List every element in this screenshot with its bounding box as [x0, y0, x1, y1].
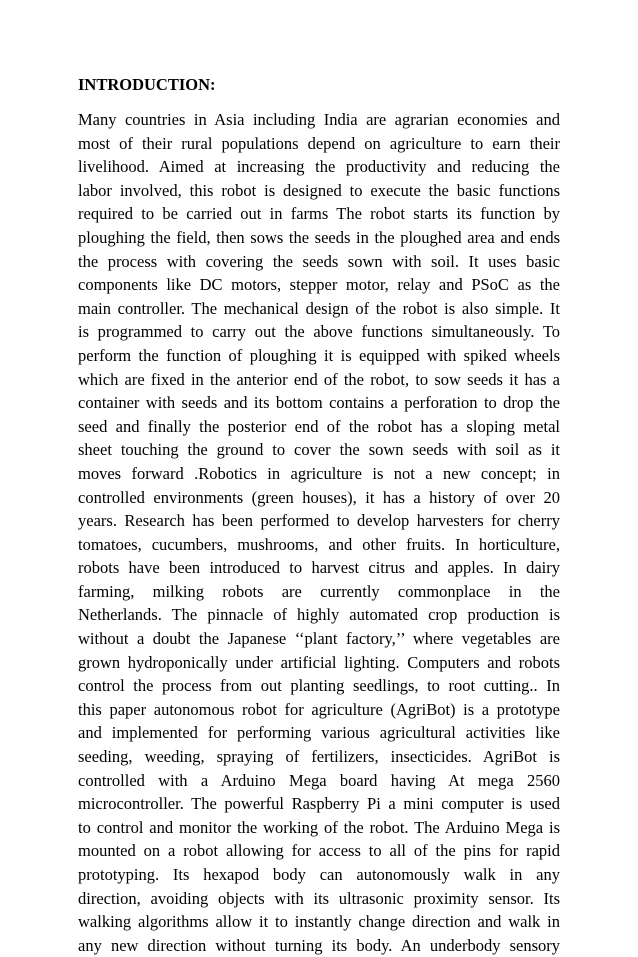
- paragraph-line: controlled with a Arduino Mega board having At mega 2560: [78, 770, 560, 790]
- paragraph-line: this paper autonomous robot for agriculture (AgriBot) is a prototype: [78, 699, 560, 719]
- paragraph-line: main controller. The mechanical design of the robot is also simple. It: [78, 298, 560, 318]
- paragraph-line: any new direction without turning its body. An underbody sensory: [78, 935, 560, 955]
- paragraph-line: components like DC motors, stepper motor, relay and PSoC as the: [78, 275, 560, 295]
- paragraph-line: is programmed to carry out the above functions simultaneously. To: [78, 322, 560, 342]
- paragraph-line: to control and monitor the working of the robot. The Arduino Mega is: [78, 817, 560, 837]
- section-heading: INTRODUCTION:: [78, 75, 216, 94]
- paragraph-line: the process with covering the seeds sown with soil. It uses basic: [78, 251, 560, 271]
- paragraph-line: sheet touching the ground to cover the sown seeds with soil as it: [78, 440, 560, 460]
- paragraph-line: seed and finally the posterior end of the robot has a sloping metal: [78, 416, 560, 436]
- paragraph-line: container with seeds and its bottom contains a perforation to drop the: [78, 393, 560, 413]
- paragraph-line: and implemented for performing various agricultural activities like: [78, 723, 560, 743]
- paragraph-line: labor involved, this robot is designed to execute the basic functions: [78, 180, 560, 200]
- paragraph-line: microcontroller. The powerful Raspberry Pi a mini computer is used: [78, 794, 560, 814]
- body-paragraph: [78, 108, 560, 957]
- paragraph-line: farming, milking robots are currently commonplace in the: [78, 581, 560, 601]
- paragraph-line: years. Research has been performed to develop harvesters for cherry: [78, 511, 560, 531]
- paragraph-line: grown hydroponically under artificial lighting. Computers and robots: [78, 652, 560, 672]
- paragraph-line: Many countries in Asia including India are agrarian economies and: [78, 110, 560, 129]
- paragraph-line: robots have been introduced to harvest citrus and apples. In dairy: [78, 558, 560, 578]
- paragraph-line: ploughing the field, then sows the seeds in the ploughed area and ends: [78, 227, 560, 247]
- paragraph-line: mounted on a robot allowing for access to all of the pins for rapid: [78, 841, 560, 861]
- paragraph-line: seeding, weeding, spraying of fertilizers, insecticides. AgriBot is: [78, 747, 560, 767]
- paragraph-line: controlled environments (green houses), it has a history of over 20: [78, 487, 560, 507]
- paragraph-line: tomatoes, cucumbers, mushrooms, and other fruits. In horticulture,: [78, 534, 560, 554]
- paragraph-line: walking algorithms allow it to instantly change direction and walk in: [78, 912, 560, 932]
- paragraph-line: required to be carried out in farms The robot starts its function by: [78, 204, 560, 224]
- paragraph-line: control the process from out planting seedlings, to root cutting.. In: [78, 676, 560, 696]
- paragraph-line: prototyping. Its hexapod body can autonomously walk in any: [78, 865, 560, 884]
- paragraph-line: without a doubt the Japanese ‘‘plant factory,’’ where vegetables are: [78, 629, 560, 649]
- paragraph-line: which are fixed in the anterior end of the robot, to sow seeds it has a: [78, 369, 560, 389]
- paragraph-line: most of their rural populations depend on agriculture to earn their: [78, 133, 560, 153]
- paragraph-line: moves forward .Robotics in agriculture is not a new concept; in: [78, 463, 560, 483]
- paragraph-line: perform the function of ploughing it is equipped with spiked wheels: [78, 345, 560, 365]
- paragraph-line: direction, avoiding objects with its ultrasonic proximity sensor. Its: [78, 888, 560, 908]
- paragraph-line: Netherlands. The pinnacle of highly automated crop production is: [78, 605, 560, 625]
- paragraph-line: livelihood. Aimed at increasing the productivity and reducing the: [78, 157, 560, 177]
